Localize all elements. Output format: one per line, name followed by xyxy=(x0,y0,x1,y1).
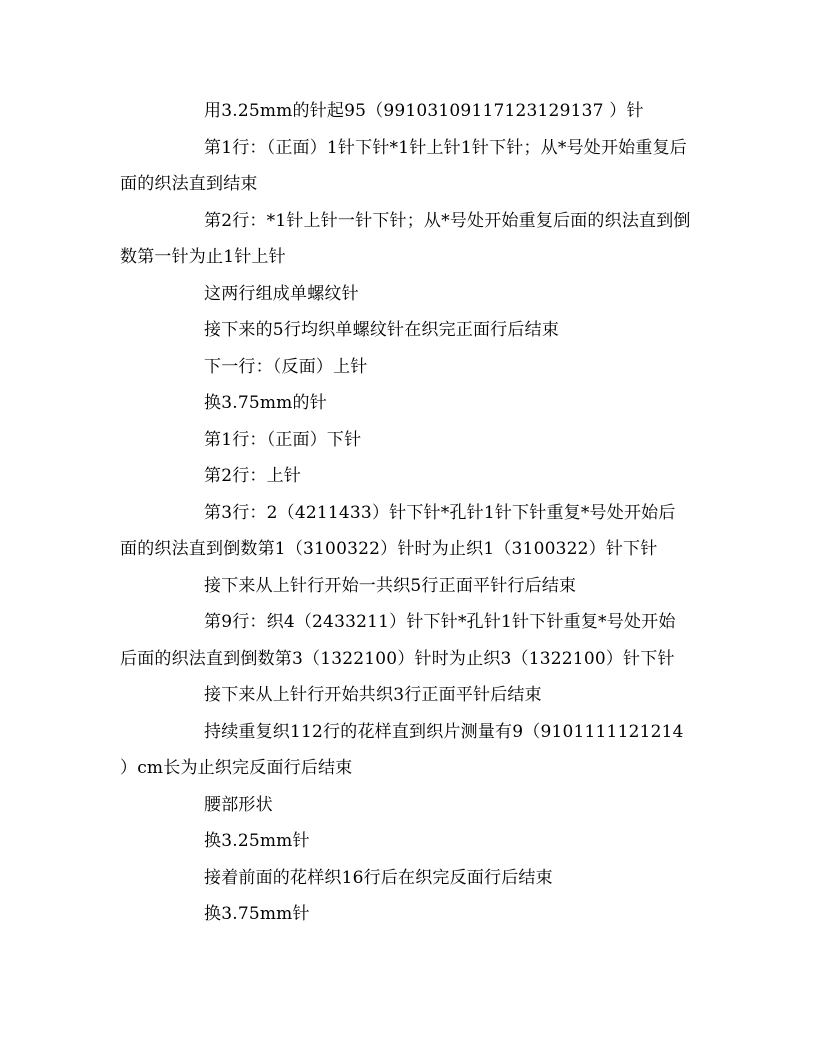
paragraph-row-2: 第2行：*1针上针一针下针；从*号处开始重复后面的织法直到倒数第一针为止1针上针 xyxy=(120,210,691,267)
paragraph-row-1: 第1行：（正面）1针下针*1针上针1针下针；从*号处开始重复后面的织法直到结束 xyxy=(120,137,687,194)
document-body xyxy=(120,93,692,933)
paragraph-pattern-row-2: 第2行：上针 xyxy=(204,466,302,486)
paragraph-next-5-rows: 接下来的5行均织单螺纹针在织完正面行后结束 xyxy=(204,320,560,340)
paragraph-next-row: 下一行：（反面）上针 xyxy=(204,356,368,377)
paragraph-three-stockinette-rows: 接下来从上针行开始共织3行正面平针后结束 xyxy=(204,685,542,705)
paragraph-change-needle-375: 换3.75mm的针 xyxy=(204,393,327,413)
paragraph-repeat-pattern: 持续重复织112行的花样直到织片测量有9（9101111121214 ）cm长为止织完反面行后结束 xyxy=(120,721,684,778)
paragraph-change-needle-375-again: 换3.75mm针 xyxy=(204,904,310,924)
paragraph-change-needle-325: 换3.25mm针 xyxy=(204,831,310,851)
paragraph-single-rib: 这两行组成单螺纹针 xyxy=(204,283,359,304)
paragraph-five-stockinette-rows: 接下来从上针行开始一共织5行正面平针行后结束 xyxy=(204,575,577,596)
paragraph-pattern-row-1: 第1行：（正面）下针 xyxy=(204,429,362,450)
paragraph-continue-16-rows: 接着前面的花样织16行后在织完反面行后结束 xyxy=(204,867,553,888)
paragraph-cast-on: 用3.25mm的针起95（99103109117123129137 ）针 xyxy=(204,101,644,121)
paragraph-pattern-row-3: 第3行：2（4211433）针下针*孔针1针下针重复*号处开始后面的织法直到倒数第1（3100322）针时为止织1（3100322）针下针 xyxy=(120,502,676,559)
paragraph-pattern-row-9: 第9行：织4（2433211）针下针*孔针1针下针重复*号处开始后面的织法直到倒数第3（1322100）针时为止织3（1322100）针下针 xyxy=(120,612,676,669)
paragraph-waist-shaping: 腰部形状 xyxy=(204,794,273,815)
